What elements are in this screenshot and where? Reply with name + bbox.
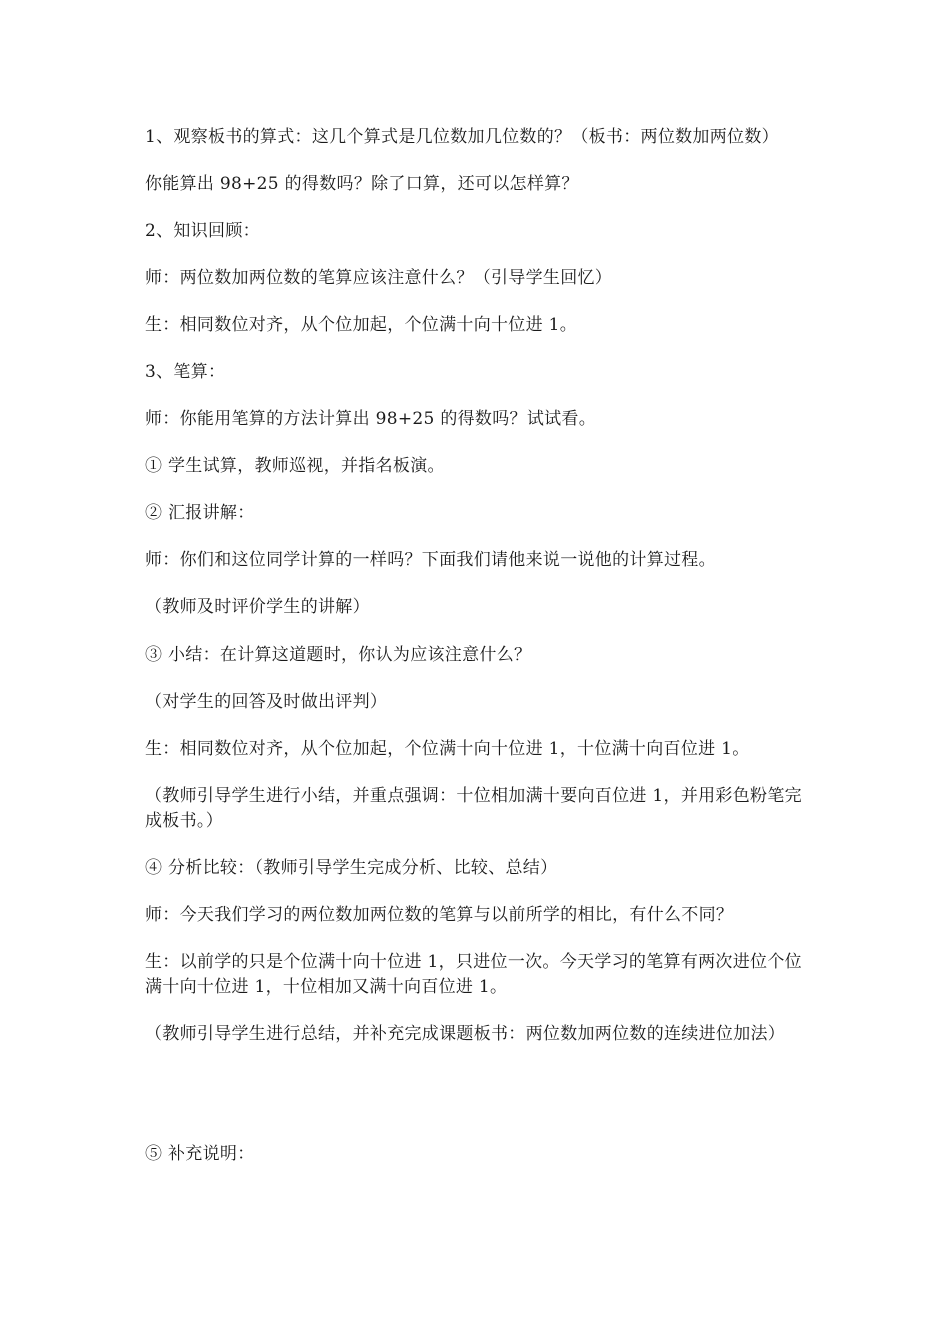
- paragraph-teacher-summary: （教师引导学生进行小结，并重点强调：十位相加满十要向百位进 1，并用彩色粉笔完成板书。）: [145, 786, 802, 831]
- paragraph-step-4: ④ 分析比较：（教师引导学生完成分析、比较、总结）: [145, 858, 558, 878]
- paragraph-student-answer: 生：相同数位对齐，从个位加起，个位满十向十位进 1。: [145, 315, 578, 335]
- paragraph-teacher-evaluate: （教师及时评价学生的讲解）: [145, 597, 370, 617]
- heading-written-calculation: 3、笔算：: [145, 362, 226, 382]
- paragraph-question-98-25: 你能算出 98+25 的得数吗？除了口算，还可以怎样算？: [145, 174, 579, 194]
- paragraph-judge-answers: （对学生的回答及时做出评判）: [145, 692, 388, 712]
- paragraph-teacher-compare: 师：你们和这位同学计算的一样吗？下面我们请他来说一说他的计算过程。: [145, 550, 716, 570]
- paragraph-step-5: ⑤ 补充说明：: [145, 1144, 255, 1164]
- paragraph-observe-formulas: 1、观察板书的算式：这几个算式是几位数加几位数的？（板书：两位数加两位数）: [145, 127, 779, 147]
- paragraph-step-3: ③ 小结：在计算这道题时，你认为应该注意什么？: [145, 645, 532, 665]
- paragraph-teacher-try: 师：你能用笔算的方法计算出 98+25 的得数吗？试试看。: [145, 409, 597, 429]
- heading-knowledge-review: 2、知识回顾：: [145, 221, 260, 241]
- paragraph-teacher-conclusion: （教师引导学生进行总结，并补充完成课题板书：两位数加两位数的连续进位加法）: [145, 1024, 786, 1044]
- paragraph-student-answer-2: 生：相同数位对齐，从个位加起，个位满十向十位进 1，十位满十向百位进 1。: [145, 739, 750, 759]
- paragraph-student-difference: 生：以前学的只是个位满十向十位进 1，只进位一次。今天学习的笔算有两次进位个位满十向十位进 1，十位相加又满十向百位进 1。: [145, 952, 802, 997]
- paragraph-step-2: ② 汇报讲解：: [145, 503, 255, 523]
- paragraph-step-1: ① 学生试算，教师巡视，并指名板演。: [145, 456, 445, 476]
- paragraph-teacher-question: 师：两位数加两位数的笔算应该注意什么？（引导学生回忆）: [145, 268, 613, 288]
- paragraph-teacher-difference: 师：今天我们学习的两位数加两位数的笔算与以前所学的相比，有什么不同？: [145, 905, 734, 925]
